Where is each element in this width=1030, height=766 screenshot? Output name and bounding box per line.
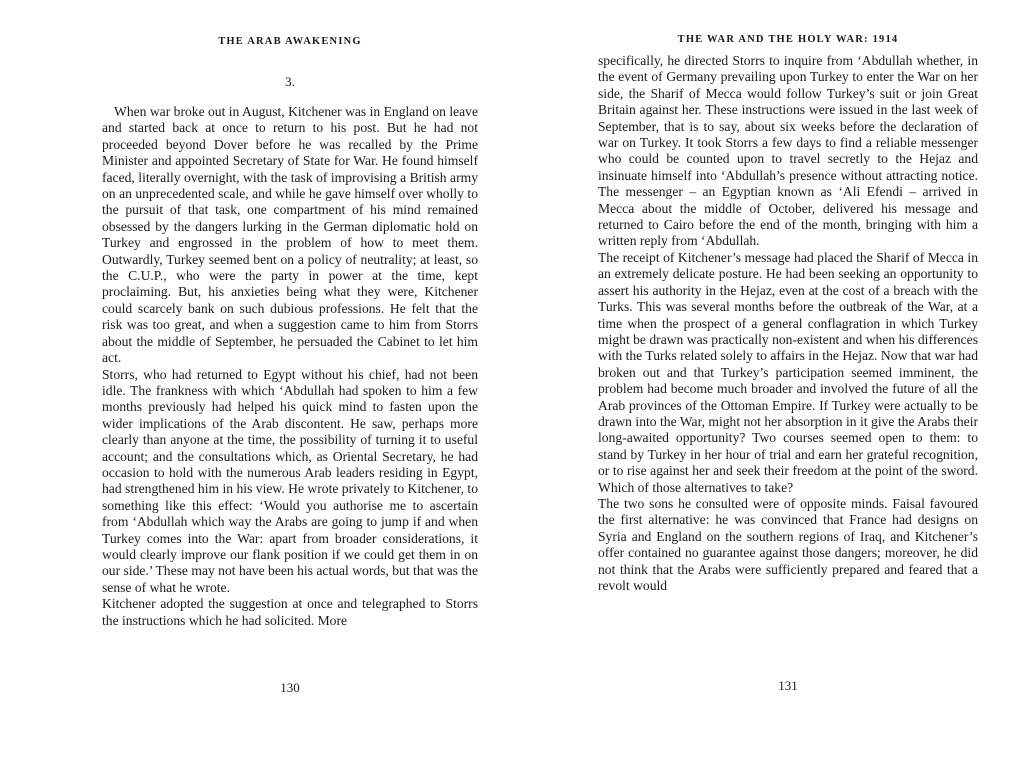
running-head: THE ARAB AWAKENING [218, 36, 362, 47]
body-text [598, 53, 978, 594]
paragraph: The receipt of Kitchener’s message had placed the Sharif of Mecca in an extremely delicate posture. He had been seeking an opportunity to assert his authority in the Hejaz, even at the cost of a breach with the Turks. This was several months before the outbreak of the War, at a time when the prospect of a general conflagration in which Turkey might be drawn was practically non-existent and when his differences with the Turks related solely to affairs in the Hejaz. Now that war had broken out and that Turkey’s participation seemed imminent, the problem had become much broader and involved the future of all the Arab provinces of the Ottoman Empire. If Turkey were actually to be drawn into the War, might not her absorption in it give the Arabs their long-awaited opportunity? Two courses seemed open to them: to stand by Turkey in her hour of trial and earn her grateful recognition, or to rise against her and seek their freedom at the point of the sword. Which of those alternatives to take? [598, 249, 978, 495]
page-number: 131 [778, 678, 798, 693]
running-head: THE WAR AND THE HOLY WAR: 1914 [677, 34, 899, 45]
section-number: 3. [285, 74, 295, 89]
paragraph: specifically, he directed Storrs to inquire from ‘Abdullah whether, in the event of Germany prevailing upon Turkey to enter the War on her side, the Sharif of Mecca would follow Turkey’s suit or join Great Britain against her. These instructions were issued in the last week of September, that is to say, about six weeks before the declaration of war on Turkey. It took Storrs a few days to find a reliable messenger who could be counted upon to travel secretly to the Hejaz and insinuate himself into ‘Abdullah’s presence without attracting notice. The messenger – an Egyptian known as ‘Ali Efendi – arrived in Mecca about the middle of October, delivered his message and returned to Cairo before the end of the month, bringing with him a written reply from ‘Abdullah. [598, 53, 978, 249]
paragraph: The two sons he consulted were of opposite minds. Faisal favoured the first alternative: he was convinced that France had designs on Syria and England on the southern regions of Iraq, and Kitchener’s offer contained no guarantee against those dangers; moreover, he did not think that the Arabs were sufficiently prepared and feared that a revolt would [598, 495, 978, 593]
page-number: 130 [280, 680, 300, 695]
right-page [598, 0, 978, 766]
paragraph: Kitchener adopted the suggestion at once and telegraphed to Storrs the instructions which he had solicited. More [102, 596, 478, 628]
left-page [102, 0, 478, 766]
body-text [102, 104, 478, 629]
paragraph: Storrs, who had returned to Egypt without his chief, had not been idle. The frankness with which ‘Abdullah had spoken to him a few months previously had helped his quick mind to fasten upon the wider implications of the Arab discontent. He saw, perhaps more clearly than anyone at the time, the possibility of turning it to useful account; and the consultations which, as Oriental Secretary, he had occasion to hold with the numerous Arab leaders residing in Egypt, had strengthened him in his view. He wrote privately to Kitchener, to something like this effect: ‘Would you authorise me to ascertain from ‘Abdullah which way the Arabs are going to jump if and when Turkey comes into the War: apart from broader considerations, it would clearly improve our flank position if we could get them in on our side.’ These may not have been his actual words, but that was the sense of what he wrote. [102, 366, 478, 595]
paragraph: When war broke out in August, Kitchener was in England on leave and started back at once to return to his post. But he had not proceeded beyond Dover before he was recalled by the Prime Minister and appointed Secretary of State for War. He found himself faced, literally overnight, with the task of improvising a British army on an unprecedented scale, and while he gave himself over wholly to the pursuit of that task, one compartment of his mind remained obsessed by the dangers lurking in the German diplomatic hold on Turkey and engrossed in the problem of how to meet them. Outwardly, Turkey seemed bent on a policy of neutrality; at least, so the C.U.P., who were the party in power at the time, kept proclaiming. But, his anxieties being what they were, Kitchener could scarcely bank on such dubious professions. He felt that the risk was too great, and when a suggestion came to him from Storrs about the middle of September, he persuaded the Cabinet to let him act. [102, 104, 478, 366]
